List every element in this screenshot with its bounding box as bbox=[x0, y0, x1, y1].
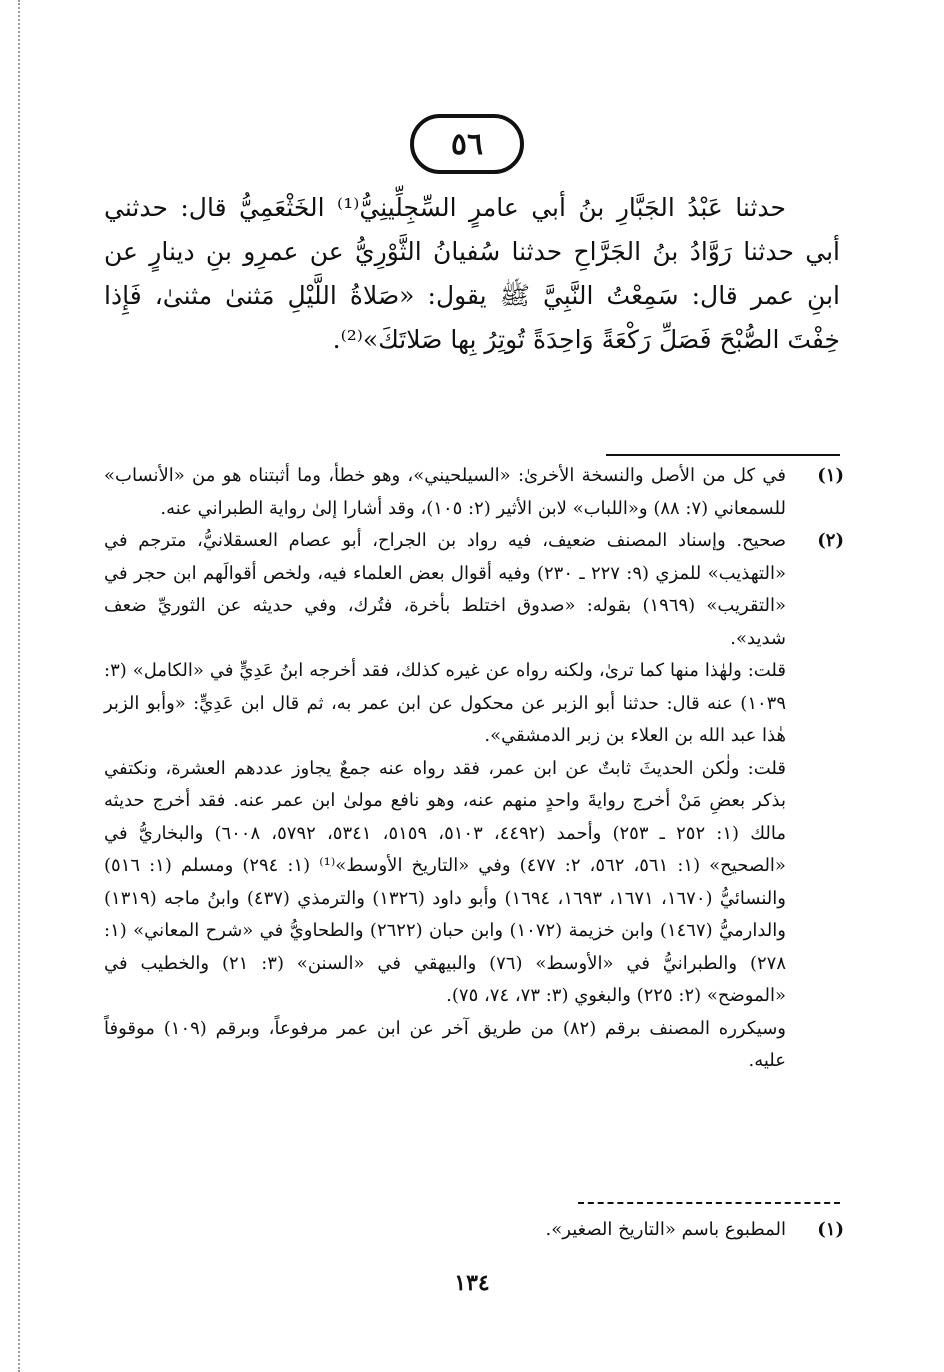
hadith-text bbox=[104, 186, 840, 362]
footnotes bbox=[104, 460, 844, 1078]
footnote-paragraph: وسيكرره المصنف برقم (٨٢) من طريق آخر عن ابن عمر مرفوعاً، وبرقم (١٠٩) موقوفاً عليه. bbox=[104, 1017, 786, 1071]
footnote-separator bbox=[606, 454, 840, 456]
footnote-1 bbox=[104, 460, 844, 525]
footnote-body bbox=[104, 460, 786, 525]
footnote-paragraph: صحيح. وإسناد المصنف ضعيف، فيه رواد بن الجراح، أبو عصام العسقلانيُّ، مترجم في «التهذيب» للمزي (٩: ٢٢٧ ـ ٢٣٠) وفيه أقوال بعض العلماء فيه، ولخص أقوالَهم ابن حجر في «التقريب» (١٩٦٩) بقوله: «صدوق اختلط بأخرة، فتُرك، وفي حديثه عن الثوريِّ ضعف شديد». bbox=[104, 530, 786, 649]
subnote-text: المطبوع باسم «التاريخ الصغير». bbox=[545, 1219, 786, 1240]
scan-edge-artifact bbox=[18, 0, 20, 1372]
hadith-paragraph: حدثنا عَبْدُ الجَبَّارِ بنُ أبي عامرٍ السِّجِلِّينِيُّ⁽¹⁾ الخَثْعَمِيُّ قال: حدثني أبي حدثنا رَوَّادُ بنُ الجَرَّاحِ حدثنا سُفيانُ الثَّوْرِيُّ عن عمرِو بنِ دينارٍ عن ابنِ عمر قال: سَمِعْتُ النَّبِيَّ ﷺ يقول: «صَلاةُ اللَّيْلِ مَثنىٰ مثنىٰ، فَإِذا خِفْتَ الصُّبْحَ فَصَلِّ رَكْعَةً وَاحِدَةً تُوتِرُ بِها صَلاتَكَ»⁽²⁾. bbox=[104, 193, 840, 354]
footnote-2 bbox=[104, 525, 844, 1078]
subnote bbox=[104, 1214, 844, 1246]
subnote-number: (١) bbox=[817, 1219, 844, 1240]
footnote-paragraph: في كل من الأصل والنسخة الأخرىٰ: «السيلحيني»، وهو خطأ، وما أثبتناه هو من «الأنساب» للسمعاني (٧: ٨٨) و«اللباب» لابن الأثير (٢: ١٠٥)، وقد أشارا إلىٰ رواية الطبراني عنه. bbox=[104, 465, 786, 519]
hadith-number-badge bbox=[410, 114, 524, 174]
page-number: ١٣٤ bbox=[454, 1270, 490, 1296]
footnote-paragraph: قلت: ولهٰذا منها كما ترىٰ، ولكنه رواه عن غيره كذلك، فقد أخرجه ابنُ عَدِيٍّ في «الكامل» (٣: ١٠٣٩) عنه قال: حدثنا أبو الزبر عن محكول عن ابن عمر به، ثم قال ابن عَدِيٍّ: «وأبو الزبر هٰذا عبد الله بن العلاء بن زبر الدمشقي». bbox=[104, 660, 786, 746]
footnote-number: (٢) bbox=[817, 530, 844, 551]
subnote-separator bbox=[578, 1202, 840, 1204]
hadith-number: ٥٦ bbox=[450, 126, 484, 162]
footnote-body bbox=[104, 525, 786, 1078]
footnote-number: (١) bbox=[817, 465, 844, 486]
footnote-paragraph: قلت: ولٰكن الحديثَ ثابتٌ عن ابن عمر، فقد رواه عنه جمعٌ يجاوز عددهم العشرة، ونكتفي بذكر بعضِ مَنْ أخرج روايةَ واحدٍ منهم عنه، وهو نافع مولىٰ ابن عمر عنه. فقد أخرج حديثه مالك (١: ٢٥٢ ـ ٢٥٣) وأحمد (٤٤٩٢، ٥١٠٣، ٥١٥٩، ٥٣٤١، ٥٧٩٢، ٦٠٠٨) والبخاريُّ في «الصحيح» (١: ٥٦١، ٥٦٢، ٢: ٤٧٧) وفي «التاريخ الأوسط»⁽¹⁾ (١: ٢٩٤) ومسلم (١: ٥١٦) والنسائيُّ (١٦٧٠، ١٦٧١، ١٦٩٣، ١٦٩٤) وأبو داود (١٣٢٦) والترمذي (٤٣٧) وابنُ ماجه (١٣١٩) والدارميُّ (١٤٦٧) وابن خزيمة (١٠٧٢) وابن حبان (٢٦٢٢) والطحاويُّ في «شرح المعاني» (١: ٢٧٨) والطبرانيُّ في «الأوسط» (٧٦) والبيهقي في «السنن» (٣: ٢١) والخطيب في «الموضح» (٢: ٢٢٥) والبغوي (٣: ٧٣، ٧٤، ٧٥). bbox=[104, 757, 787, 1006]
